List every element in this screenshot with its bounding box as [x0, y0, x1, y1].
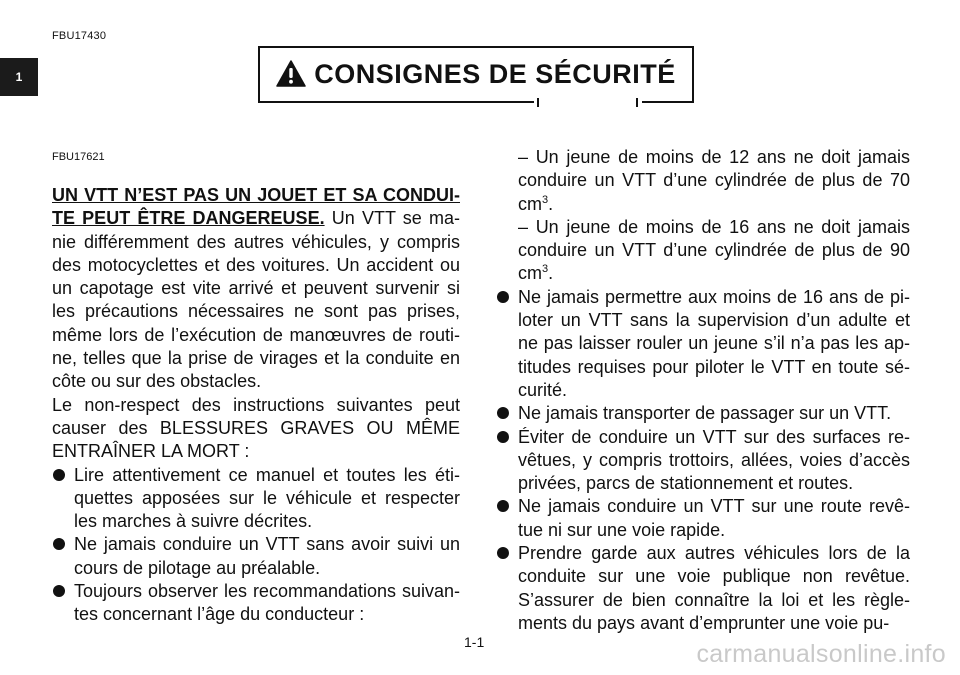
bullet-icon: [53, 538, 65, 550]
list-item: [496, 286, 910, 402]
age-rule-tail: .: [548, 263, 554, 284]
list-item-text: Prendre garde aux autres véhicules lors de la conduite sur une voie publique non revêtue. S’assurer de bien connaître la loi et les règle-ments du pays avant d’emprunter une voie pu-: [518, 543, 910, 633]
list-item: [496, 542, 910, 635]
list-item: [496, 495, 910, 542]
list-item: [52, 580, 460, 627]
superscript: 3: [542, 263, 549, 276]
intro-paragraph: [52, 184, 460, 394]
bullet-icon: [497, 431, 509, 443]
list-item-text: Lire attentivement ce manuel et toutes les éti-quettes apposées sur le véhicule et respecter les marches à suivre décrites.: [74, 464, 460, 532]
right-column: [496, 146, 910, 635]
subsection-code: FBU17621: [52, 151, 105, 163]
age-rule-text: – Un jeune de moins de 12 ans ne doit jamais conduire un VTT d’une cylindrée de plus de 70 cm: [518, 147, 910, 214]
bullet-icon: [497, 547, 509, 559]
intro-text: Un VTT se ma-nie différemment des autres véhicules, y compris des motocyclettes et des voitures. Un accident ou un capotage est vite arrivé et peuvent survenir si les précautions nécessaires ne sont pas prises, même lors de l’exécution de manœuvres de routi-ne, telles que la prise de virages et la conduite en côte ou sur des obstacles.: [52, 208, 460, 392]
list-item-text: Ne jamais conduire un VTT sans avoir suivi un cours de pilotage au préalable.: [74, 534, 460, 578]
bullet-icon: [53, 469, 65, 481]
list-item-text: Ne jamais permettre aux moins de 16 ans de pi-loter un VTT sans la supervision d’un adulte et ne pas laisser rouler un jeune s’il n’a pas les ap-titudes requises pour piloter le VTT en toute sé-curité.: [518, 286, 910, 400]
age-rule: [496, 216, 910, 286]
title-box-notch-right: [636, 98, 638, 107]
title-box-notch: [534, 98, 642, 107]
age-rule-tail: .: [548, 193, 554, 214]
bullet-icon: [497, 291, 509, 303]
list-item-text: Ne jamais transporter de passager sur un VTT.: [518, 403, 892, 424]
superscript: 3: [542, 193, 549, 206]
page-number: 1-1: [464, 634, 485, 650]
left-column: [52, 150, 460, 627]
list-item-text: Éviter de conduire un VTT sur des surfaces re-vêtues, y compris trottoirs, allées, voies d’accès privées, parcs de stationnement et routes.: [518, 426, 910, 494]
list-item: [52, 533, 460, 580]
chapter-tab: [0, 58, 38, 96]
title-box: [258, 46, 694, 103]
list-item: [496, 426, 910, 496]
age-rule: [496, 146, 910, 216]
bullet-icon: [497, 407, 509, 419]
lead-heading: UN VTT N’EST PAS UN JOUET ET SA CONDUI-TE PEUT ÊTRE DANGEREUSE.: [52, 185, 460, 229]
bullet-icon: [53, 585, 65, 597]
list-item: [52, 464, 460, 534]
warning-icon: [276, 60, 306, 87]
list-item: [496, 402, 910, 425]
watermark: carmanualsonline.info: [696, 640, 946, 668]
chapter-number: 1: [15, 70, 23, 84]
section-code: FBU17430: [52, 30, 107, 42]
list-item-text: Toujours observer les recommandations suivan-tes concernant l’âge du conducteur :: [74, 581, 460, 625]
age-rule-text: – Un jeune de moins de 16 ans ne doit jamais conduire un VTT d’une cylindrée de plus de 90 cm: [518, 216, 910, 284]
title-box-notch-left: [537, 98, 539, 107]
list-item-text: Ne jamais conduire un VTT sur une route revê-tue ni sur une voie rapide.: [518, 496, 910, 540]
page-title: CONSIGNES DE SÉCURITÉ: [314, 59, 676, 89]
warning-paragraph: Le non-respect des instructions suivantes peut causer des BLESSURES GRAVES OU MÊME ENTRAÎNER LA MORT :: [52, 394, 460, 462]
bullet-icon: [497, 500, 509, 512]
